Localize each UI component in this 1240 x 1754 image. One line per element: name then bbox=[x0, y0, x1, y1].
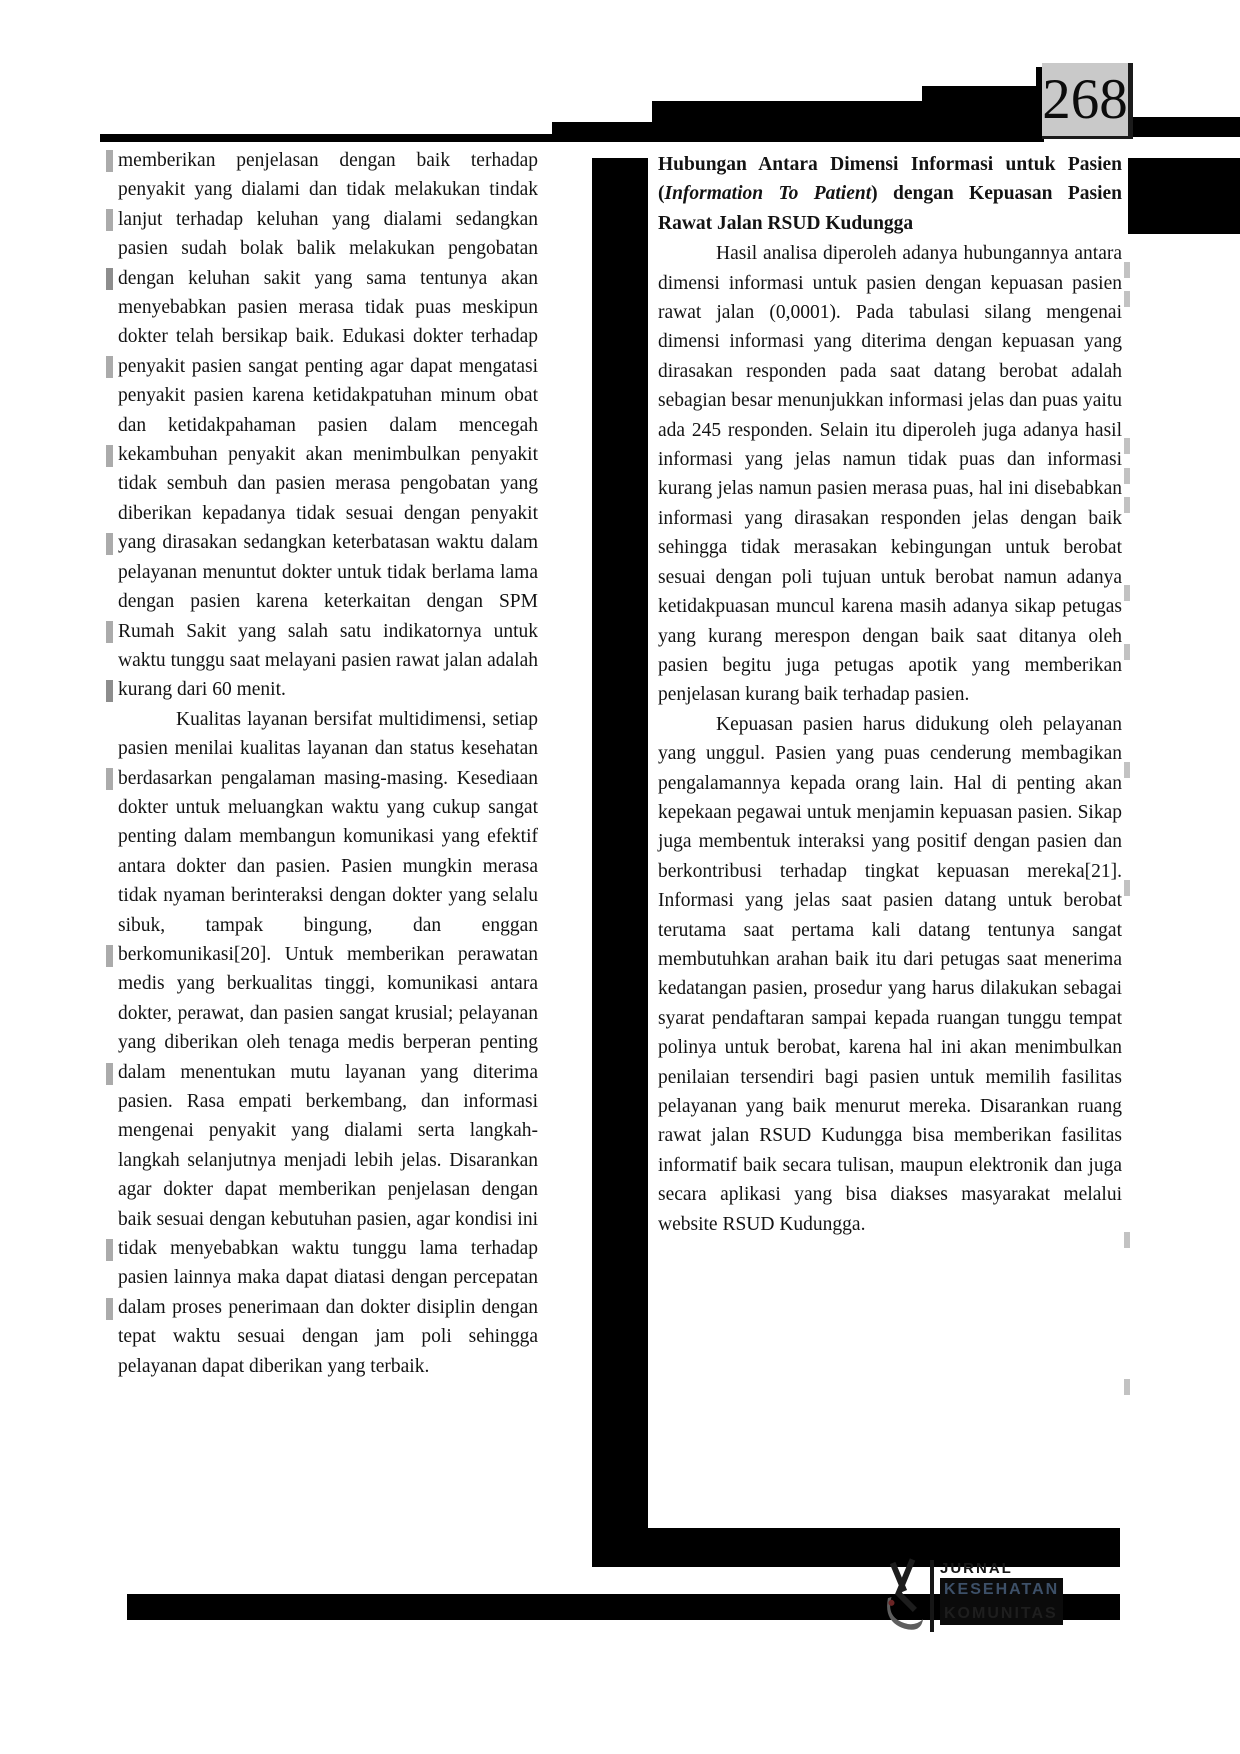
scan-artifact bbox=[106, 1298, 113, 1320]
scan-artifact bbox=[106, 445, 113, 467]
right-paragraph-1: Hasil analisa diperoleh adanya hubungannya antara dimensi informasi untuk pasien dengan kepuasan pasien rawat jalan (0,0001). Pada tabulasi silang mengenai dimensi informasi yang diterima dengan kepuasan yang dirasakan responden pada saat datang berobat adalah sebagian besar menunjukkan informasi jelas dan puas yaitu ada 245 responden. Selain itu diperoleh juga adanya hasil informasi yang jelas namun tidak puas dan informasi kurang jelas namun pasien merasa puas, hal ini disebabkan informasi yang dirasakan responden jelas dengan baik sehingga tidak merasakan kebingungan untuk berobat sesuai dengan poli tujuan untuk berobat namun adanya ketidakpuasan muncul karena masih adanya sikap petugas yang kurang merespon dengan baik saat ditanya oleh pasien begitu juga petugas apotik yang memberikan penjelasan kurang baik terhadap pasien. bbox=[658, 243, 1122, 706]
scan-artifact bbox=[106, 945, 113, 967]
header-bar-step-3 bbox=[922, 86, 1036, 142]
scan-artifact bbox=[106, 268, 113, 290]
heading-text-end: ) dengan Kepuasan Pasien Rawat Jalan RSUD Kudungga bbox=[658, 183, 1122, 234]
scan-artifact bbox=[106, 533, 113, 555]
frame-top-right-block bbox=[1128, 158, 1240, 234]
scan-artifact bbox=[1124, 262, 1130, 278]
scan-artifact bbox=[1124, 1232, 1130, 1248]
right-paragraph-2: Kepuasan pasien harus didukung oleh pelayanan yang unggul. Pasien yang puas cenderung membagikan pengalamannya kepada orang lain. Hal di penting akan kepekaan pegawai untuk menjamin kepuasan pasien. Sikap juga membentuk interaksi yang positif dengan pasien dan berkontribusi terhadap tingkat kepuasan mereka[21]. Informasi yang jelas saat pasien datang untuk berobat terutama saat pertama kali datang tentunya sangat membutuhkan arahan baik itu dari petugas saat menerima kedatangan pasien, prosedur yang harus dilakukan sebagai syarat pendaftaran sampai kepada ruangan tunggu tempat polinya untuk berobat, karena hal ini akan menimbulkan penilaian tersendiri bagi pasien untuk memilih fasilitas pelayanan yang baik menurut mereka. Disarankan ruang rawat jalan RSUD Kudungga bisa memberikan fasilitas informatif baik secara tulisan, maupun elektronik dan juga secara aplikasi yang bisa diakses masyarakat melalui website RSUD Kudungga. bbox=[658, 713, 1122, 1235]
logo-line-1: JURNAL bbox=[940, 1560, 1013, 1577]
scan-artifact bbox=[1124, 1379, 1130, 1395]
left-paragraph-1: memberikan penjelasan dengan baik terhadap penyakit yang dialami dan tidak melakukan tindak lanjut terhadap keluhan yang dialami sedangkan pasien sudah bolak balik melakukan pengobatan dengan keluhan sakit yang sama tentunya akan menyebabkan pasien merasa tidak puas meskipun dokter telah bersikap baik. Edukasi dokter terhadap penyakit pasien sangat penting agar dapat mengatasi penyakit pasien karena ketidakpatuhan minum obat dan ketidakpahaman pasien dalam mencegah kekambuhan penyakit akan menimbulkan penyakit tidak sembuh dan pasien merasa pengobatan yang diberikan kepadanya tidak sesuai dengan penyakit yang dirasakan sedangkan keterbatasan waktu dalam pelayanan menuntut dokter untuk tidak berlama lama dengan pasien karena keterkaitan dengan SPM Rumah Sakit yang salah satu indikatornya untuk waktu tunggu saat melayani pasien rawat jalan adalah kurang dari 60 menit. bbox=[118, 150, 538, 701]
right-column bbox=[658, 150, 1122, 1239]
header-bar-step-2 bbox=[652, 101, 922, 142]
scan-artifact bbox=[1124, 291, 1130, 307]
journal-logo-emblem-icon bbox=[876, 1556, 928, 1638]
scan-artifact bbox=[106, 209, 113, 231]
header-bar-thin bbox=[100, 134, 556, 142]
heading-text-start: Hubungan Antara Dimensi Informasi untuk Pasien ( bbox=[658, 154, 1122, 205]
scan-artifact bbox=[1124, 497, 1130, 513]
heading-text-italic: Information To Patient bbox=[664, 183, 872, 205]
scan-artifact bbox=[1124, 644, 1130, 660]
left-column bbox=[118, 146, 538, 1381]
page-number-box bbox=[1042, 63, 1133, 139]
header-bar-step-1 bbox=[552, 122, 654, 142]
scan-artifact bbox=[106, 621, 113, 643]
logo-line-2: KESEHATAN bbox=[940, 1578, 1063, 1602]
header-bar-right bbox=[1128, 117, 1240, 137]
scan-artifact bbox=[1124, 762, 1130, 778]
scan-artifact bbox=[106, 356, 113, 378]
journal-logo bbox=[876, 1556, 1116, 1642]
scan-artifact bbox=[1124, 438, 1130, 454]
scan-artifact bbox=[106, 1063, 113, 1085]
left-paragraph-2: Kualitas layanan bersifat multidimensi, setiap pasien menilai kualitas layanan dan status kesehatan berdasarkan pengalaman masing-masing. Kesediaan dokter untuk meluangkan waktu yang cukup sangat penting dalam membangun komunikasi yang efektif antara dokter dan pasien. Pasien mungkin merasa tidak nyaman berinteraksi dengan dokter yang selalu sibuk, tampak bingung, dan enggan berkomunikasi[20]. Untuk memberikan perawatan medis yang berkualitas tinggi, komunikasi antara dokter, perawat, dan pasien sangat krusial; pelayanan yang diberikan oleh tenaga medis berperan penting dalam menentukan mutu layanan yang diterima pasien. Rasa empati berkembang, dan informasi mengenai penyakit yang dialami serta langkah-langkah selanjutnya menjadi lebih jelas. Disarankan agar dokter dapat memberikan penjelasan dengan baik sesuai dengan kebutuhan pasien, agar kondisi ini tidak menyebabkan waktu tunggu lama terhadap pasien lainnya maka dapat diatasi dengan percepatan dalam proses penerimaan dan dokter disiplin dengan tepat waktu sesuai dengan jam poli sehingga pelayanan dapat diberikan yang terbaik. bbox=[118, 708, 538, 1377]
scan-artifact bbox=[106, 680, 113, 702]
scan-artifact bbox=[1124, 880, 1130, 896]
section-heading bbox=[658, 150, 1122, 238]
logo-line-3: KOMUNITAS bbox=[940, 1602, 1063, 1625]
logo-text bbox=[940, 1556, 1063, 1625]
scan-artifact bbox=[1124, 468, 1130, 484]
column-divider-bar bbox=[592, 158, 648, 1566]
logo-divider bbox=[930, 1560, 934, 1632]
scan-artifact bbox=[1124, 585, 1130, 601]
page-number: 268 bbox=[1042, 68, 1128, 131]
scan-artifact bbox=[106, 150, 113, 172]
scan-artifact bbox=[106, 768, 113, 790]
scan-artifact bbox=[106, 1239, 113, 1261]
